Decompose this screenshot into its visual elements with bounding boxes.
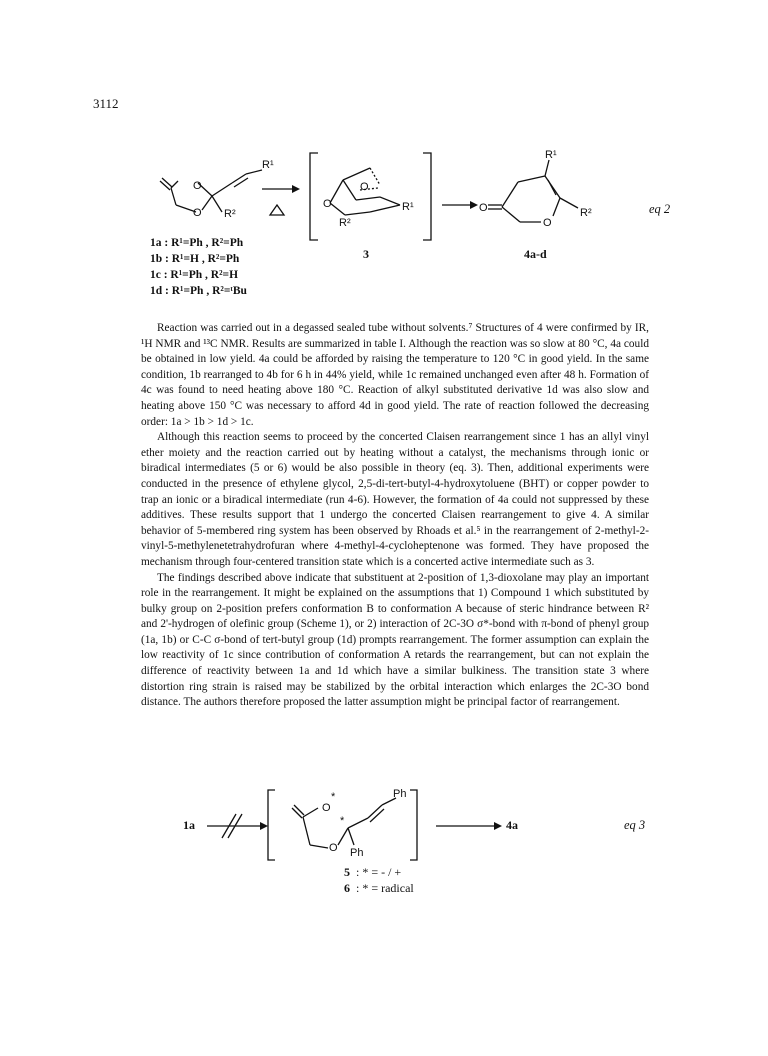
compound-definition: 1b : R¹=H , R²=Ph	[150, 253, 240, 265]
intermediate-legend-5: 5 : * = - / +	[344, 865, 402, 879]
compound-label-1a: 1a	[183, 818, 195, 832]
equation-label-eq2: eq 2	[649, 202, 671, 216]
svg-text:R²: R²	[339, 217, 351, 229]
svg-text:*: *	[340, 815, 345, 827]
compound-label-4a: 4a	[506, 818, 518, 832]
svg-text:O: O	[322, 802, 331, 814]
svg-text:O: O	[360, 181, 369, 193]
svg-text:O: O	[543, 217, 552, 229]
svg-text:O: O	[329, 842, 338, 854]
svg-text:R²: R²	[224, 208, 236, 220]
paragraph: The findings described above indicate that substituent at 2-position of 1,3-dioxolane may play an important role in the rearrangement. It might be explained on the assumptions that 1) Compound 1 which substituted by bulky group on 2-position prefers conformation B to conformation A because of steric hindrance between R² and 2'-hydrogen of olefinic group (Scheme 1), or 2) interaction of 2C-3O σ*-bond with π-bond of phenyl group (1a, 1b) or C-C σ-bond of tert-butyl group (1d) prompts rearrangement. The former assumption can explain the low reactivity of 1c since contribution of conformation A retards the rearrangement, but can not explain the difference of reactivity between 1a and 1d which have a similar bulkiness. The transition state 3 where distortion ring strain is raised may be stabilized by the orbital interaction which enlarges the 2C-3O bond distance. The authors therefore proposed the latter assumption might be principal factor of rearrangement.	[141, 571, 649, 709]
svg-text:R¹: R¹	[402, 201, 414, 213]
compound-label-3: 3	[363, 247, 369, 261]
svg-text:Ph: Ph	[393, 788, 407, 800]
svg-text:O: O	[479, 202, 488, 214]
svg-text:R¹: R¹	[262, 159, 274, 171]
svg-text:R¹: R¹	[545, 149, 557, 161]
page-number: 3112	[93, 96, 119, 111]
compound-definition: 1d : R¹=Ph , R²=ᵗBu	[150, 285, 247, 297]
svg-text:O: O	[193, 207, 202, 219]
intermediate-legend-6: 6 : * = radical	[344, 881, 414, 895]
svg-text:*: *	[331, 791, 336, 803]
svg-text:O: O	[323, 198, 332, 210]
paragraph: Reaction was carried out in a degassed sealed tube without solvents.⁷ Structures of 4 were confirmed by IR, ¹H NMR and ¹³C NMR. Results are summarized in table I. Although the reaction was so slow at 80 °C, 4a could be obtained in low yield. 4a could be afforded by raising the temperature to 120 °C in good yield. In the same condition, 1b rearranged to 4b for 6 h in 44% yield, while 1c remained unchanged even after 48 h. Formation of 4c was found to need heating above 180 °C. Reaction of alkyl substituted derivative 1d was also slow and heating above 150 °C was necessary to afford 4d in good yield. The rate of reaction followed the decreasing order: 1a > 1b > 1d > 1c.	[141, 322, 649, 428]
paragraph: Although this reaction seems to proceed by the concerted Claisen rearrangement since 1 has an allyl vinyl ether moiety and the reaction carried out by heating without a catalyst, the mechanisms through ionic or biradical intermediates (5 or 6) would be also possible in theory (eq. 3). Then, additional experiments were conducted in the presence of ethylene glycol, 2,5-di-tert-butyl-4-hydroxytoluene (BHT) or copper powder to trap an ionic or a biradical intermediate (run 4-6). However, the formation of 4a could not suppressed by these additives. These results support that 1 undergo the concerted Claisen rearrangement to give 4. A similar behavior of 5-membered ring system has been observed by Rhoads et al.⁵ in the rearrangement of 2-methyl-2-vinyl-5-methylenetetrahydrofuran where 4-methyl-4-cycloheptenone was formed. They have proposed the mechanism through four-centered transition state which is a concerted active intermediate such as 3.	[141, 431, 649, 568]
compound-definition: 1a : R¹=Ph , R²=Ph	[150, 237, 244, 249]
compound-definition: 1c : R¹=Ph , R²=H	[150, 269, 239, 281]
equation-label-eq3: eq 3	[624, 818, 646, 832]
svg-text:Ph: Ph	[350, 847, 364, 859]
svg-text:R²: R²	[580, 207, 592, 219]
svg-text:O: O	[193, 180, 202, 192]
compound-label-4: 4a-d	[524, 247, 547, 261]
